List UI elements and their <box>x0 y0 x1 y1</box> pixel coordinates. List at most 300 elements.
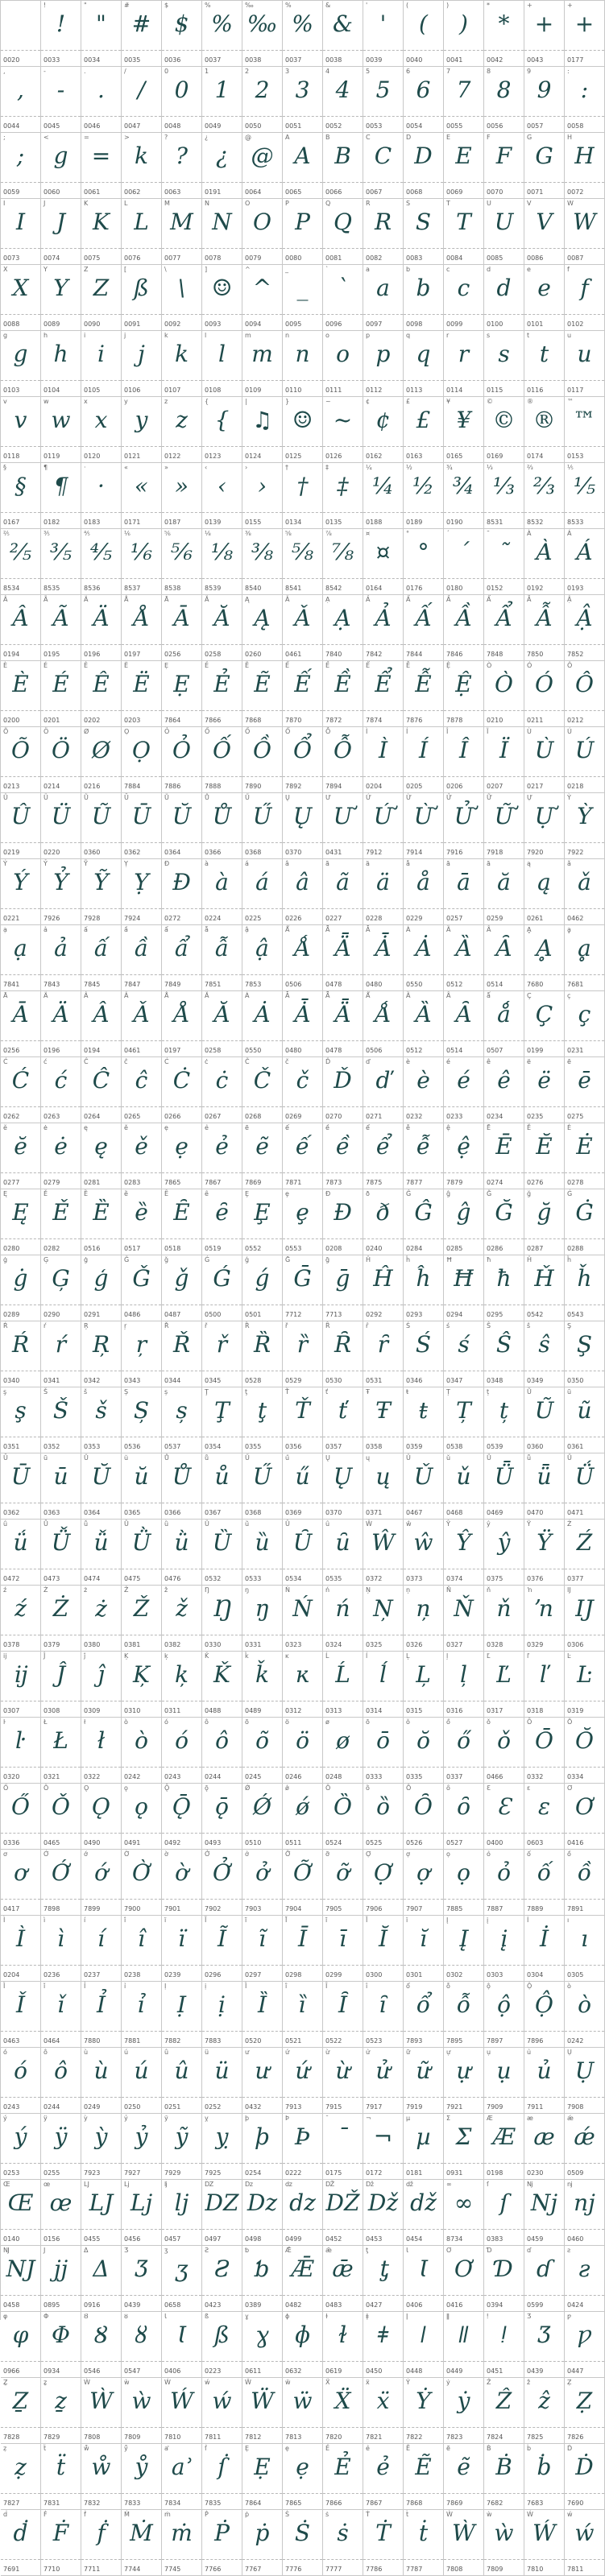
glyph-code: 0536 <box>124 1443 141 1450</box>
glyph-reference-char: Ẃ <box>527 2511 533 2518</box>
glyph-reference-char: ừ <box>325 2049 330 2056</box>
glyph-code: 7840 <box>325 651 342 658</box>
glyph-code: 0119 <box>44 453 60 460</box>
glyph-cell <box>242 2246 283 2312</box>
glyph-cell <box>363 265 404 331</box>
glyph-code: 0535 <box>325 1575 342 1582</box>
glyph-code: 7908 <box>567 2103 584 2111</box>
glyph-sample: ´ <box>458 539 470 565</box>
glyph-cell <box>363 2510 404 2576</box>
glyph-reference-char: l <box>205 332 207 339</box>
glyph-cell <box>122 727 162 793</box>
glyph-reference-char: ư <box>245 2049 250 2056</box>
glyph-reference-char: ị <box>205 1983 207 1990</box>
glyph-sample: Ǐ <box>15 1991 26 2018</box>
glyph-reference-char: ï <box>164 1916 167 1924</box>
glyph-sample: ɗ <box>536 2256 553 2282</box>
glyph-reference-char: ⅛ <box>205 530 211 537</box>
glyph-reference-char: Ǧ <box>124 1256 130 1263</box>
glyph-reference-char: Ɩ <box>164 2313 167 2320</box>
glyph-reference-char: y <box>124 398 128 405</box>
glyph-code: 0042 <box>487 56 503 64</box>
glyph-sample: ẗ <box>56 2454 66 2480</box>
glyph-cell <box>524 1916 565 1982</box>
glyph-cell <box>81 2444 122 2510</box>
glyph-cell <box>122 859 162 925</box>
glyph-sample: ¤ <box>375 539 391 565</box>
glyph-reference-char: È <box>3 662 8 669</box>
glyph-sample: . <box>97 76 105 103</box>
glyph-sample: Ī <box>297 1925 308 1952</box>
glyph-code: 0118 <box>3 453 20 460</box>
glyph-cell <box>363 595 404 661</box>
glyph-reference-char: ȣ <box>124 2313 128 2320</box>
glyph-reference-char: ş <box>3 1388 7 1396</box>
glyph-sample: ẛ <box>218 2454 226 2480</box>
glyph-sample: Å <box>173 1001 190 1028</box>
glyph-cell <box>122 2246 162 2312</box>
glyph-cell <box>444 199 484 265</box>
glyph-cell <box>323 1255 363 1321</box>
glyph-code: 7808 <box>446 2566 463 2573</box>
glyph-code: 0527 <box>446 1839 463 1846</box>
glyph-sample: L <box>134 209 149 235</box>
glyph-sample: ¾ <box>452 473 475 499</box>
glyph-reference-char: h <box>44 332 48 339</box>
glyph-cell <box>323 1123 363 1189</box>
glyph-cell <box>41 1850 81 1916</box>
glyph-code: 0488 <box>205 1707 222 1714</box>
glyph-code: 7864 <box>164 717 181 724</box>
glyph-code: 7867 <box>205 1179 222 1186</box>
glyph-cell <box>565 2180 605 2246</box>
glyph-code: 0120 <box>84 453 101 460</box>
glyph-sample: Ẃ <box>532 2520 556 2546</box>
glyph-code: 0306 <box>567 1641 584 1648</box>
glyph-code: 0057 <box>527 122 544 130</box>
glyph-code: 0020 <box>3 56 20 64</box>
glyph-sample: ò <box>135 1727 148 1754</box>
glyph-reference-char: Ừ <box>406 794 412 801</box>
glyph-reference-char: ḃ <box>527 2445 532 2452</box>
glyph-reference-char: Ẏ <box>406 2379 410 2386</box>
glyph-reference-char: Δ <box>84 2247 89 2254</box>
glyph-cell <box>162 991 202 1057</box>
glyph-sample: ť <box>338 1397 348 1424</box>
glyph-reference-char: ń <box>325 1586 330 1594</box>
glyph-reference-char: µ <box>406 2115 411 2122</box>
glyph-sample: Ǘ <box>574 1463 595 1490</box>
glyph-reference-char: ử <box>366 2049 371 2056</box>
glyph-cell <box>162 2246 202 2312</box>
glyph-sample: û <box>174 2057 189 2084</box>
glyph-code: 0359 <box>406 1443 423 1450</box>
glyph-sample: / <box>137 76 146 103</box>
glyph-reference-char: { <box>205 398 209 405</box>
glyph-reference-char: ó <box>3 2049 7 2056</box>
glyph-reference-char: Ổ <box>285 728 291 735</box>
glyph-sample: Σ <box>455 2123 472 2150</box>
glyph-code: 7881 <box>124 2037 141 2045</box>
glyph-sample: Ố <box>213 737 231 763</box>
glyph-sample: ü <box>214 2057 230 2084</box>
glyph-sample: V <box>536 209 553 235</box>
glyph-reference-char: Y <box>44 266 48 273</box>
glyph-reference-char: _ <box>285 266 288 273</box>
glyph-sample: ǁ <box>458 2322 470 2348</box>
glyph-cell <box>283 925 323 991</box>
glyph-sample: % <box>292 10 313 37</box>
glyph-cell <box>81 2048 122 2114</box>
glyph-cell <box>444 2378 484 2444</box>
glyph-cell <box>484 199 524 265</box>
glyph-code: 0480 <box>285 1047 302 1054</box>
glyph-cell <box>242 1453 283 1520</box>
glyph-code: 0078 <box>205 254 222 262</box>
glyph-sample: Δ <box>93 2256 110 2282</box>
glyph-sample: ♫ <box>251 407 273 433</box>
glyph-code: 7919 <box>406 2103 423 2111</box>
glyph-cell <box>565 727 605 793</box>
glyph-reference-char: Ậ <box>567 596 572 603</box>
glyph-cell <box>323 133 363 199</box>
glyph-sample: ™ <box>573 407 596 433</box>
glyph-cell <box>565 2378 605 2444</box>
glyph-sample: ř <box>216 1331 228 1358</box>
glyph-cell <box>524 2510 565 2576</box>
glyph-reference-char: ú <box>124 2049 129 2056</box>
glyph-code: 0330 <box>205 1641 222 1648</box>
glyph-reference-char: í <box>84 1916 86 1924</box>
glyph-sample: t <box>539 341 549 367</box>
glyph-code: 0292 <box>366 1311 383 1318</box>
glyph-cell <box>524 199 565 265</box>
glyph-reference-char: p <box>366 332 371 339</box>
glyph-code: 0114 <box>446 387 463 394</box>
glyph-code: 0931 <box>446 2169 463 2177</box>
glyph-code: 7889 <box>527 1905 544 1912</box>
glyph-cell <box>524 1453 565 1520</box>
glyph-sample: ṡ <box>337 2520 349 2546</box>
glyph-code: 7813 <box>285 2433 302 2441</box>
glyph-cell <box>81 1321 122 1387</box>
glyph-cell <box>524 1057 565 1123</box>
glyph-reference-char: ¿ <box>205 134 209 141</box>
glyph-cell <box>444 1057 484 1123</box>
glyph-reference-char: Ċ <box>164 1058 169 1065</box>
glyph-cell <box>404 331 444 397</box>
glyph-code: 0611 <box>245 2367 262 2375</box>
glyph-sample: ˜ <box>498 539 510 565</box>
glyph-cell <box>484 463 524 529</box>
glyph-cell <box>122 529 162 595</box>
glyph-sample: Ệ <box>455 671 472 697</box>
glyph-sample: ę <box>94 1133 108 1160</box>
glyph-code: 0377 <box>567 1575 584 1582</box>
glyph-reference-char: Þ <box>285 2115 289 2122</box>
glyph-sample: m <box>251 341 273 367</box>
glyph-reference-char: Á <box>567 530 572 537</box>
glyph-sample: jj <box>53 2256 68 2282</box>
glyph-reference-char: ȕ <box>245 1520 250 1528</box>
glyph-cell <box>41 397 81 463</box>
glyph-reference-char: ű <box>285 1454 290 1462</box>
glyph-sample: ẘ <box>91 2454 111 2480</box>
glyph-reference-char: b <box>406 266 411 273</box>
glyph-cell <box>283 199 323 265</box>
glyph-sample: £ <box>416 407 431 433</box>
glyph-sample: Ë <box>133 671 150 697</box>
glyph-reference-char: ; <box>3 134 6 141</box>
glyph-code: 0522 <box>325 2037 342 2045</box>
glyph-code: 7865 <box>285 2500 302 2507</box>
glyph-cell <box>283 793 323 859</box>
glyph-code: 0265 <box>124 1113 141 1120</box>
glyph-code: 0382 <box>164 1641 181 1648</box>
glyph-reference-char: u <box>567 332 572 339</box>
glyph-reference-char: Ỹ <box>84 860 88 867</box>
glyph-reference-char: ` <box>325 266 329 273</box>
glyph-code: 0046 <box>84 122 101 130</box>
glyph-sample: u <box>577 341 592 367</box>
glyph-sample: " <box>96 10 106 37</box>
glyph-reference-char: S <box>406 200 411 207</box>
glyph-cell <box>444 133 484 199</box>
glyph-code: 0254 <box>245 2169 262 2177</box>
glyph-sample: b <box>416 275 431 301</box>
glyph-reference-char: į <box>487 1916 489 1924</box>
glyph-sample: _ <box>296 275 309 301</box>
glyph-sample: Ẻ <box>334 2454 351 2480</box>
glyph-cell <box>565 1718 605 1784</box>
glyph-sample: ƅ <box>255 2256 270 2282</box>
glyph-cell <box>1 2048 41 2114</box>
glyph-cell <box>242 1321 283 1387</box>
glyph-reference-char: ẁ <box>487 2511 492 2518</box>
glyph-sample: ɸ <box>294 2322 311 2348</box>
glyph-sample: ờ <box>175 1859 189 1886</box>
glyph-code: 0366 <box>164 1509 181 1516</box>
glyph-code: 0346 <box>406 1377 423 1384</box>
glyph-reference-char: W <box>567 200 574 207</box>
glyph-cell <box>202 2048 242 2114</box>
glyph-code: 7868 <box>406 2500 423 2507</box>
glyph-cell <box>484 2510 524 2576</box>
glyph-sample: p <box>375 341 391 367</box>
glyph-sample: ú <box>134 2057 149 2084</box>
glyph-sample: ĥ <box>416 1265 431 1292</box>
glyph-cell <box>41 133 81 199</box>
glyph-reference-char: Ẍ <box>325 2379 330 2386</box>
glyph-sample: # <box>131 10 151 37</box>
glyph-sample: ệ <box>457 1133 470 1160</box>
glyph-sample: Ĳ <box>575 1595 594 1622</box>
glyph-code: 0512 <box>446 981 463 988</box>
glyph-code: 0062 <box>124 188 141 196</box>
glyph-code: 0550 <box>245 1047 262 1054</box>
glyph-cell <box>323 1387 363 1453</box>
glyph-reference-char: ả <box>44 926 48 933</box>
glyph-sample: ẍ <box>376 2388 390 2414</box>
glyph-code: 7878 <box>446 717 463 724</box>
glyph-sample: ŏ <box>416 1727 430 1754</box>
glyph-cell <box>81 1387 122 1453</box>
glyph-cell <box>484 2246 524 2312</box>
glyph-code: 0112 <box>366 387 383 394</box>
glyph-cell <box>444 1321 484 1387</box>
glyph-sample: ľ <box>539 1661 549 1688</box>
glyph-sample: Ṁ <box>130 2520 153 2546</box>
glyph-sample: Č <box>253 1067 271 1094</box>
glyph-code: 0500 <box>205 1311 222 1318</box>
glyph-code: 0329 <box>527 1641 544 1648</box>
glyph-sample: Ũ <box>534 1397 554 1424</box>
glyph-code: 7874 <box>366 717 383 724</box>
glyph-reference-char: Ø <box>84 728 89 735</box>
glyph-reference-char: | <box>245 398 247 405</box>
glyph-code: 7913 <box>285 2103 302 2111</box>
glyph-code: 0036 <box>164 56 181 64</box>
glyph-reference-char: ȉ <box>285 1983 288 1990</box>
glyph-code: 0055 <box>446 122 463 130</box>
glyph-cell <box>323 1 363 67</box>
glyph-reference-char: Ờ <box>124 1850 131 1858</box>
glyph-sample: ẻ <box>376 2454 390 2480</box>
glyph-sample: ḡ <box>335 1265 350 1292</box>
glyph-code: 0450 <box>366 2367 383 2375</box>
glyph-cell <box>323 1586 363 1652</box>
glyph-cell <box>202 2312 242 2378</box>
glyph-code: 7903 <box>245 1905 262 1912</box>
glyph-cell <box>283 2246 323 2312</box>
glyph-sample: ǘ <box>13 1529 28 1556</box>
glyph-reference-char: q <box>406 332 411 339</box>
glyph-code: 8540 <box>245 585 262 592</box>
glyph-reference-char: 4 <box>325 68 330 75</box>
glyph-reference-char: ! <box>44 2 47 9</box>
glyph-reference-char: ǣ <box>325 2247 332 2254</box>
glyph-sample: Ȕ <box>212 1529 232 1556</box>
glyph-cell <box>404 199 444 265</box>
glyph-sample: ì <box>57 1925 64 1952</box>
glyph-cell <box>444 661 484 727</box>
glyph-code: 7925 <box>205 2169 222 2177</box>
glyph-code: 7890 <box>245 783 262 790</box>
glyph-reference-char: x <box>84 398 88 405</box>
glyph-cell <box>41 661 81 727</box>
glyph-cell <box>242 133 283 199</box>
glyph-cell <box>202 265 242 331</box>
glyph-sample: ã <box>336 869 350 895</box>
glyph-reference-char: ǳ <box>285 2181 293 2188</box>
glyph-code: 0491 <box>124 1839 141 1846</box>
glyph-code: 0350 <box>567 1377 584 1384</box>
glyph-cell <box>242 265 283 331</box>
glyph-sample: ç <box>578 1001 591 1028</box>
glyph-cell <box>404 1520 444 1586</box>
glyph-cell <box>444 859 484 925</box>
glyph-sample: Ȃ <box>495 935 512 961</box>
glyph-sample: Ì <box>378 737 388 763</box>
glyph-sample: ; <box>16 143 25 169</box>
glyph-cell <box>202 1982 242 2048</box>
glyph-sample: Ħ <box>454 1265 474 1292</box>
glyph-code: 7811 <box>205 2433 222 2441</box>
glyph-code: 0357 <box>325 1443 342 1450</box>
glyph-cell <box>41 331 81 397</box>
glyph-code: 7870 <box>285 717 302 724</box>
glyph-cell <box>323 1916 363 1982</box>
glyph-code: 0553 <box>285 1245 302 1252</box>
glyph-reference-char: ŭ <box>124 1454 129 1462</box>
glyph-cell <box>404 529 444 595</box>
glyph-sample: ħ <box>496 1265 512 1292</box>
glyph-cell <box>484 2378 524 2444</box>
glyph-code: 0258 <box>205 1047 222 1054</box>
glyph-cell <box>323 265 363 331</box>
glyph-code: 0065 <box>285 188 302 196</box>
glyph-reference-char: ǆ <box>406 2181 414 2188</box>
glyph-sample: ó <box>14 2057 27 2084</box>
glyph-code: 0074 <box>44 254 60 262</box>
glyph-code: 0524 <box>325 1839 342 1846</box>
glyph-code: 0528 <box>245 1377 262 1384</box>
glyph-reference-char: ą <box>527 860 531 867</box>
glyph-code: 7898 <box>44 1905 60 1912</box>
glyph-code: 0261 <box>527 915 544 922</box>
glyph-reference-char: Ỷ <box>44 860 48 867</box>
glyph-code: 0242 <box>124 1773 141 1780</box>
glyph-cell <box>1 331 41 397</box>
glyph-code: 7821 <box>366 2433 383 2441</box>
glyph-cell <box>283 727 323 793</box>
glyph-sample: Z <box>93 275 110 301</box>
glyph-cell <box>1 1520 41 1586</box>
glyph-cell <box>122 2510 162 2576</box>
glyph-reference-char: ļ <box>446 1652 449 1660</box>
glyph-cell <box>404 265 444 331</box>
glyph-code: 0460 <box>567 2235 584 2243</box>
glyph-code: 0916 <box>84 2301 101 2309</box>
glyph-sample: ề <box>335 1133 350 1160</box>
glyph-code: 0480 <box>366 981 383 988</box>
glyph-cell <box>565 265 605 331</box>
glyph-code: 0355 <box>245 1443 262 1450</box>
glyph-sample: Ò <box>495 671 513 697</box>
glyph-reference-char: Ϳ <box>44 2247 46 2254</box>
glyph-reference-char: Ť <box>285 1388 289 1396</box>
glyph-code: 0067 <box>366 188 383 196</box>
glyph-code: 0187 <box>164 519 181 526</box>
glyph-cell <box>484 1123 524 1189</box>
glyph-reference-char: Ǌ <box>3 2247 10 2254</box>
glyph-code: 7879 <box>446 1179 463 1186</box>
glyph-code: 0243 <box>164 1773 181 1780</box>
glyph-cell <box>202 1255 242 1321</box>
glyph-reference-char: ħ <box>487 1256 491 1263</box>
glyph-sample: Ř <box>172 1331 191 1358</box>
glyph-sample: ẹ <box>296 2454 309 2480</box>
glyph-code: 0203 <box>124 717 141 724</box>
glyph-sample: R <box>374 209 392 235</box>
glyph-cell <box>363 67 404 133</box>
glyph-sample: ŷ <box>497 1529 511 1556</box>
glyph-sample: Ż <box>52 1595 69 1622</box>
glyph-reference-char: Å <box>124 596 129 603</box>
glyph-code: 0295 <box>487 1311 503 1318</box>
glyph-sample: ǜ <box>174 1529 189 1556</box>
glyph-cell <box>1 991 41 1057</box>
